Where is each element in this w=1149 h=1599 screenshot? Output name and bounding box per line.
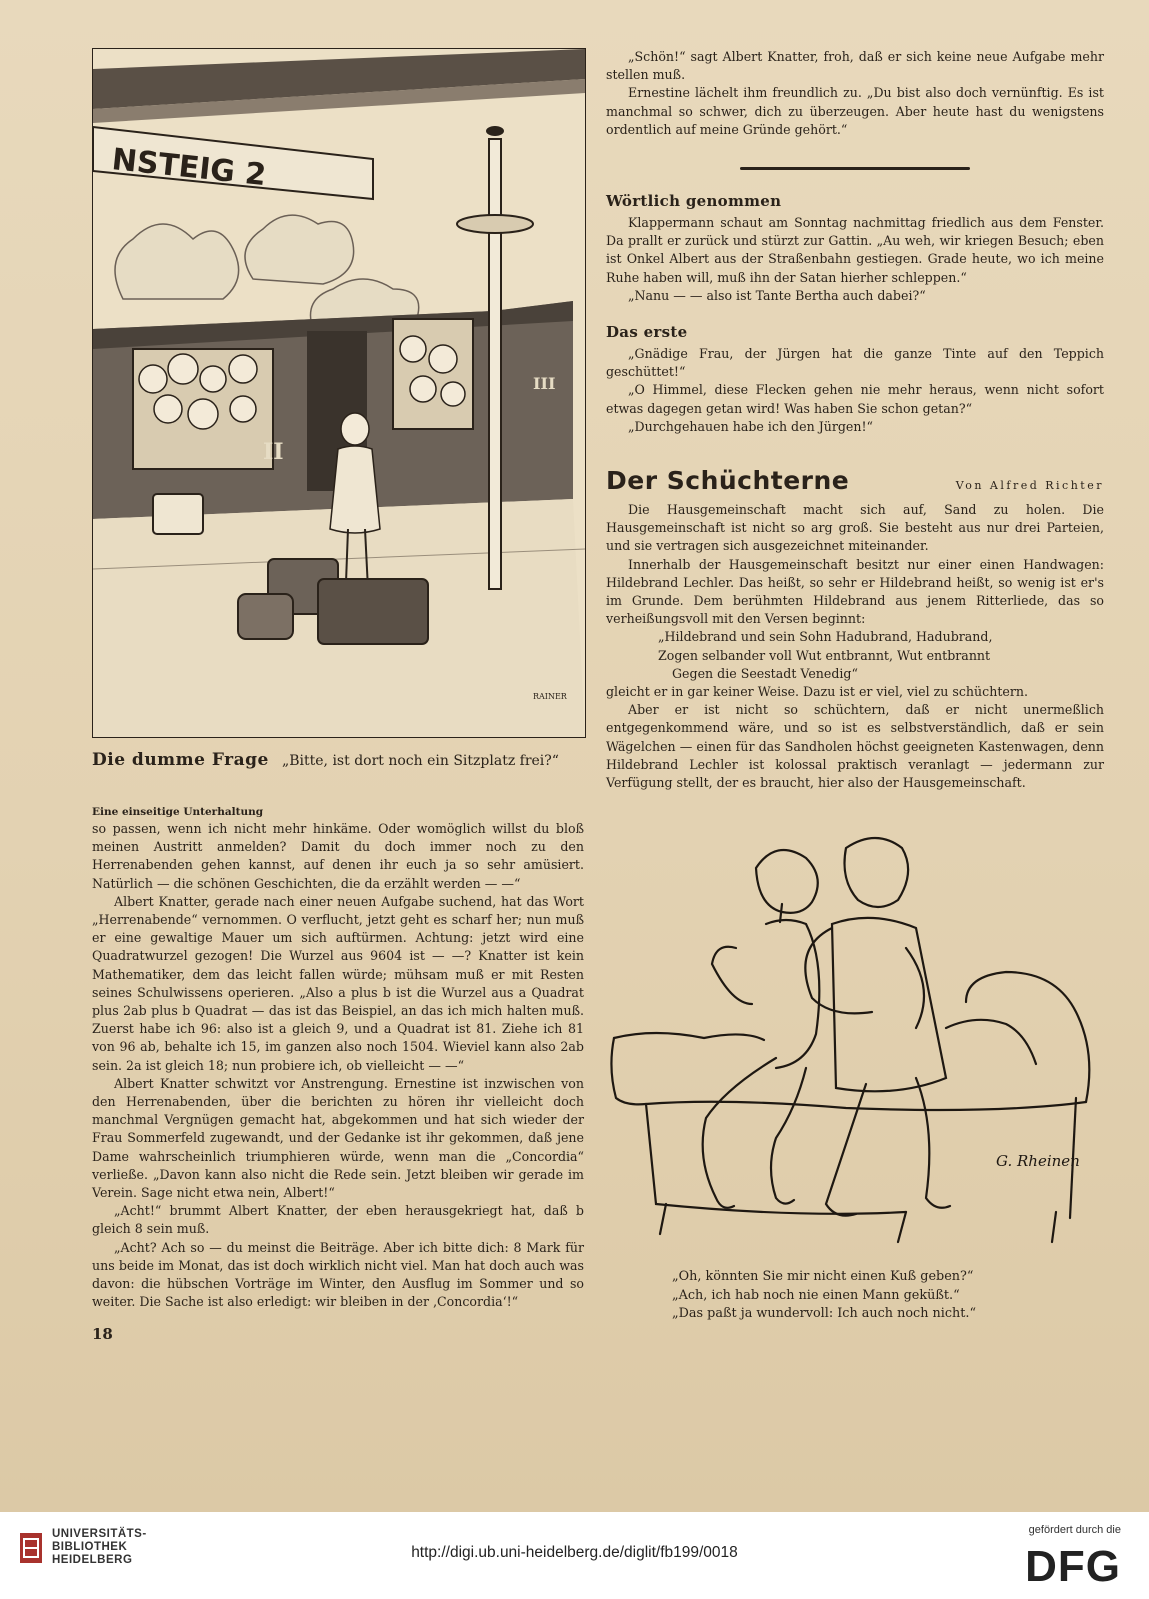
artist-signature-rheinen: G. Rheinen	[996, 1152, 1080, 1171]
verse-line: „Hildebrand und sein Sohn Hadubrand, Hadubrand,	[658, 629, 993, 645]
library-name-line: UNIVERSITÄTS-	[52, 1528, 147, 1540]
story-paragraph-4: Aber er ist nicht so schüchtern, daß er nicht unermeßlich entgegenkommend wäre, und so ist es selbstverständlich, daß er sein Wägelchen — einen für das Sandholen höchst geeigneten Kastenwagen, denn Hildebrand Lechler ist kolossal praktisch veranlagt — jedermann zur Verfügung stellt, der es braucht, hier also der Hausgemeinschaft.	[606, 702, 1104, 791]
story-title: Der Schüchterne	[606, 466, 850, 496]
verse-line: Gegen die Seestadt Venedig“	[672, 665, 858, 681]
story-paragraph-1: Die Hausgemeinschaft macht sich auf, Sand zu holen. Die Hausgemeinschaft ist nicht so arg groß. Sie besteht aus nur drei Parteien, und sie vertragen sich ausgezeichnet miteinander.	[606, 502, 1104, 554]
couple-on-sofa-drawing	[606, 828, 1104, 1268]
anecdote-das-erste	[606, 323, 1104, 436]
artist-signature-rainer: RAINER	[533, 692, 567, 701]
caption-line: „Ach, ich hab noch nie einen Mann geküßt.“	[672, 1287, 960, 1303]
couple-on-sofa-illustration	[606, 828, 1104, 1268]
anecdote-title: Wörtlich genommen	[606, 192, 782, 211]
left-paragraph-5: „Acht? Ach so — du meinst die Beiträge. Aber ich bitte dich: 8 Mark für uns beide im Monat, das ist doch wirklich nicht viel. Man hat doch auch was davon: die hübschen Vorträge im Winter, den Ausflug im Sommer und so weiter. Die Sache ist also erledigt: wir bleiben in der ‚Concordia‘!“	[92, 1239, 584, 1310]
caption-quote: „Bitte, ist dort noch ein Sitzplatz frei?“	[282, 753, 559, 769]
railway-platform-illustration	[92, 48, 586, 738]
cartoon-caption	[606, 1268, 1104, 1324]
left-paragraph-3: Albert Knatter schwitzt vor Anstrengung. Ernestine ist inzwischen von den Herrenabenden, über die berichten zu hören ihr vielleicht doch manchmal Vergnügen gemacht hat, abgekommen und hat sich wieder der Frau Sommerfeld zugewandt, und der Gedanke ist ihr gekommen, daß jene Dame wahrscheinlich triumphieren würde, wenn man die „Concordia“ verließe. „Davon kann also nicht die Rede sein. Jetzt bleiben wir gerade im Verein. Sage nicht etwa nein, Albert!“	[92, 1075, 584, 1201]
anecdote-woertlich-genommen	[606, 192, 1104, 305]
anecdote-paragraph: „Durchgehauen habe ich den Jürgen!“	[628, 418, 873, 434]
verse-line: Zogen selbander voll Wut entbrannt, Wut entbrannt	[658, 647, 991, 663]
right-intro-paragraph-2: Ernestine lächelt ihm freundlich zu. „Du bist also doch vernünftig. Es ist manchmal so schwer, dich zu überzeugen. Aber heute hast du wenigstens ordentlich auf meine Gründe gehört.“	[606, 85, 1104, 137]
library-name-line: HEIDELBERG	[52, 1554, 133, 1566]
story-paragraph-3: gleicht er in gar keiner Weise. Dazu ist er viel, viel zu schüchtern.	[606, 684, 1028, 700]
left-paragraph-1: so passen, wenn ich nicht mehr hinkäme. Oder womöglich willst du bloß meinen Austritt anmelden? Damit du doch immer noch zu den Herrenabenden gehen kannst, auf denen ihr euch ja so sehr amüsiert. Natürlich — die schönen Geschichten, die da erzählt werden — —“	[92, 821, 584, 891]
left-paragraph-4: „Acht!“ brummt Albert Knatter, der eben herausgekriegt hat, daß b gleich 8 sein muß.	[92, 1203, 584, 1237]
railway-platform-drawing	[93, 49, 585, 737]
story-paragraph-2: Innerhalb der Hausgemeinschaft besitzt nur einer einen Handwagen: Hildebrand Lechler. Das heißt, so sehr er Hildebrand heißt, so wenig ist er's im Grunde. Dem berühmten Hildebrand aus jenem Ritterliede, das so verheißungsvoll mit den Versen beginnt:	[606, 556, 1104, 627]
story-header	[606, 466, 1104, 495]
story-byline: Von Alfred Richter	[955, 479, 1104, 493]
library-name-line: BIBLIOTHEK	[52, 1541, 128, 1553]
caption-line: „Oh, könnten Sie mir nicht einen Kuß geben?“	[672, 1269, 974, 1285]
anecdote-paragraph: „Gnädige Frau, der Jürgen hat die ganze Tinte auf den Teppich geschüttet!“	[606, 346, 1104, 380]
coach-number-ii: II	[263, 439, 284, 465]
anecdote-title: Das erste	[606, 323, 688, 342]
permalink-url[interactable]: http://digi.ub.uni-heidelberg.de/diglit/fb199/0018	[411, 1544, 738, 1561]
illustration-caption	[92, 750, 584, 770]
left-paragraph-2: Albert Knatter, gerade nach einer neuen Aufgabe suchend, hat das Wort „Herrenabende“ vernommen. O verflucht, jetzt geht es scharf her; nun muß er eine gewaltige Mauer um sich auftürmen. Achtung: jetzt wird eine Quadratwurzel gezogen! Die Wurzel aus 9604 ist — —? Knatter ist kein Mathematiker, dem das leicht fallen würde; mühsam muß er mit Resten seines Schulwissens operieren. „Also a plus b ist die Wurzel aus a Quadrat plus 2ab plus b Quadrat — das ist das Beispiel, an das ich mich halten muß. Zuerst habe ich 96: also ist a gleich 9, und a Quadrat ist 81. Ziehe ich 81 von 96 ab, behalte ich 15, im ganzen also noch 1504. Wieviel kann also 2ab sein. 2a ist gleich 18; nun probiere ich, ob vielleicht — —“	[92, 893, 584, 1073]
right-column	[606, 48, 1104, 1324]
digitization-footer	[0, 1512, 1149, 1599]
anecdote-paragraph: „O Himmel, diese Flecken gehen nie mehr heraus, wenn nicht sofort etwas dagegen getan wird! Was haben Sie schon getan?“	[606, 382, 1104, 416]
section-heading-one-sided-conversation: Eine einseitige Unterhaltung	[92, 806, 264, 818]
left-column	[92, 48, 584, 1343]
caption-title: Die dumme Frage	[92, 750, 269, 770]
caption-line: „Das paßt ja wundervoll: Ich auch noch nicht.“	[672, 1306, 977, 1322]
right-intro-paragraph-1: „Schön!“ sagt Albert Knatter, froh, daß er sich keine neue Aufgabe mehr stellen muß.	[606, 49, 1104, 83]
dfg-logo[interactable]: DFG	[1025, 1542, 1121, 1591]
section-divider-rule	[740, 167, 970, 170]
page-number: 18	[92, 1325, 113, 1344]
anecdote-paragraph: Klappermann schaut am Sonntag nachmittag friedlich aus dem Fenster. Da prallt er zurück und stürzt zur Gattin. „Au weh, wir kriegen Besuch; eben ist Onkel Albert aus der Straßenbahn gestiegen. Grade heute, wo ich meine Ruhe haben will, muß ihn der Satan hierher schleppen.“	[606, 215, 1104, 285]
platform-sign-text: NSTEIG 2	[110, 142, 268, 194]
funding-note: gefördert durch die	[1028, 1524, 1121, 1536]
anecdote-paragraph: „Nanu — — also ist Tante Bertha auch dabei?“	[628, 287, 926, 303]
coach-number-iii: III	[533, 374, 556, 393]
